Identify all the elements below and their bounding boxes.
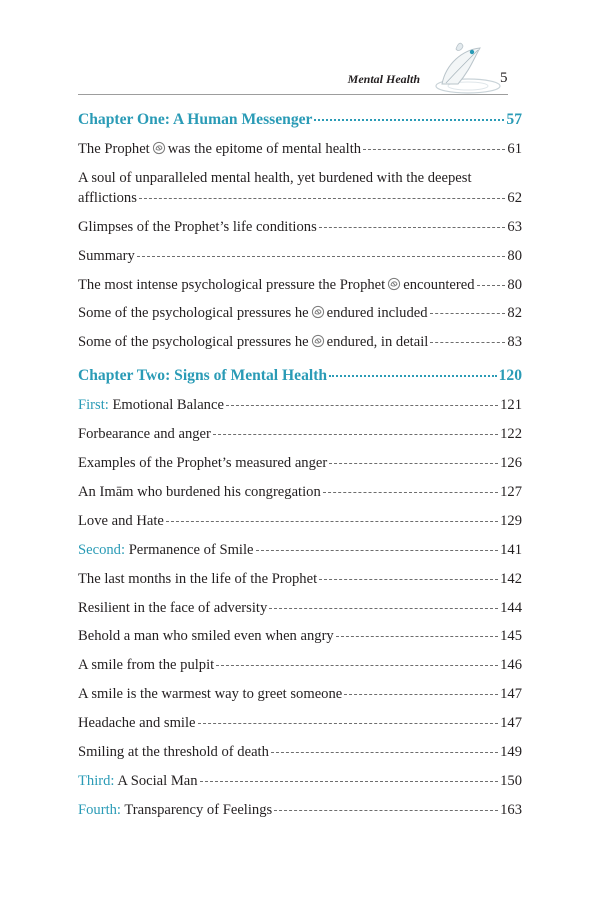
entry-title-text: Love and Hate — [78, 512, 164, 529]
entry-title — [78, 569, 317, 589]
entry-title-text: Emotional Balance — [112, 397, 224, 414]
entry-title-text: An Imām who burdened his congregation — [78, 484, 321, 501]
entry-ordinal: Third: — [78, 772, 115, 789]
entry-ordinal: Second: — [78, 541, 126, 558]
entry-title — [78, 598, 267, 618]
entry-page-number: 150 — [500, 772, 522, 789]
entry-page-number: 145 — [500, 628, 522, 645]
entry-title-text: was the epitome of mental health — [167, 141, 362, 157]
entry-page-number: 80 — [507, 276, 522, 293]
entry-title-text: Behold a man who smiled even when angry — [78, 628, 334, 645]
salutation-glyph-icon — [311, 334, 325, 348]
entry-title-text: A smile from the pulpit — [78, 657, 215, 674]
dot-leader — [430, 342, 505, 343]
entry-ordinal: Fourth: — [78, 801, 121, 818]
entry-title-text: Smiling at the threshold of death — [78, 744, 269, 761]
running-title: Mental Health — [347, 72, 420, 86]
entry-title-text: The Prophet — [78, 141, 150, 157]
page-header — [0, 0, 596, 110]
entry-page-number: 121 — [500, 397, 522, 414]
dot-leader — [256, 550, 499, 551]
entry-title — [78, 626, 334, 646]
entry-title-continuation — [78, 188, 522, 208]
entry-title-line: afflictions — [78, 189, 137, 206]
chapter-heading[interactable] — [78, 366, 522, 386]
entry-title-text: Forbearance and anger — [78, 426, 211, 443]
toc-section — [78, 110, 522, 352]
entry-title-text: The last months in the life of the Prophet — [78, 570, 318, 587]
toc-entry[interactable] — [78, 684, 522, 704]
feather-droplet-ornament-icon — [428, 40, 504, 98]
toc-entry[interactable] — [78, 713, 522, 733]
toc-entry[interactable] — [78, 771, 522, 791]
salutation-glyph-icon — [387, 277, 401, 291]
entry-title-text: Glimpses of the Prophet’s life conditions — [78, 218, 317, 235]
entry-ordinal: First: — [78, 397, 109, 414]
entry-title — [78, 139, 361, 159]
dot-leader — [319, 579, 498, 580]
entry-title-text: Resilient in the face of adversity — [78, 599, 268, 616]
toc-entry[interactable] — [78, 168, 522, 208]
entry-title-text: endured, in detail — [326, 334, 429, 351]
entry-title — [78, 771, 198, 791]
dot-leader — [213, 434, 498, 435]
entry-page-number: 142 — [500, 570, 522, 587]
chapter-title: Chapter Two: Signs of Mental Health — [78, 367, 328, 385]
entry-title-text: The most intense psychological pressure the Prophet — [78, 276, 386, 293]
entry-title — [78, 540, 254, 560]
dot-leader — [166, 521, 498, 522]
toc-entry[interactable] — [78, 332, 522, 352]
dot-leader — [477, 285, 506, 286]
dot-leader — [274, 810, 498, 811]
entry-title — [78, 217, 317, 237]
dot-leader — [336, 636, 498, 637]
entry-title — [78, 655, 214, 675]
toc-entry[interactable] — [78, 482, 522, 502]
chapter-heading[interactable] — [78, 110, 522, 130]
entry-title-text: encountered — [403, 276, 475, 293]
entry-title — [78, 453, 327, 473]
entry-page-number: 83 — [507, 334, 522, 351]
entry-page-number: 147 — [500, 715, 522, 732]
toc-entry[interactable] — [78, 598, 522, 618]
dot-leader — [344, 694, 498, 695]
entry-title-text: Transparency of Feelings — [124, 801, 273, 818]
entry-page-number: 126 — [500, 455, 522, 472]
entry-page-number: 61 — [507, 141, 522, 157]
entry-title-text: Permanence of Smile — [128, 541, 254, 558]
toc-entry[interactable] — [78, 424, 522, 444]
dot-leader — [226, 405, 498, 406]
dot-leader — [139, 198, 506, 199]
entry-title — [78, 800, 272, 820]
dot-leader — [323, 492, 498, 493]
entry-page-number: 63 — [507, 218, 522, 235]
toc-entry[interactable] — [78, 540, 522, 560]
entry-page-number: 62 — [507, 189, 522, 206]
entry-title-text: endured included — [326, 305, 428, 322]
toc-entry[interactable] — [78, 569, 522, 589]
entry-page-number: 82 — [507, 305, 522, 322]
entry-title-line: A soul of unparalleled mental health, yet burdened with the deepest — [78, 169, 472, 186]
toc-entry[interactable] — [78, 800, 522, 820]
dot-leader — [200, 781, 499, 782]
entry-page-number: 129 — [500, 512, 522, 529]
dot-leader — [137, 256, 506, 257]
entry-title — [78, 742, 269, 762]
entry-page-number: 141 — [500, 541, 522, 558]
entry-title — [78, 332, 428, 352]
chapter-page-number: 120 — [498, 367, 522, 385]
entry-page-number: 80 — [507, 247, 522, 264]
toc-entry[interactable] — [78, 511, 522, 531]
chapter-title: Chapter One: A Human Messenger — [78, 111, 313, 128]
salutation-glyph-icon — [152, 141, 166, 155]
entry-title-text: Summary — [78, 247, 135, 264]
toc-entry[interactable] — [78, 275, 522, 295]
entry-page-number: 146 — [500, 657, 522, 674]
entry-title-text: Some of the psychological pressures he — [78, 334, 309, 351]
toc-entry[interactable] — [78, 139, 522, 159]
dot-leader — [329, 375, 497, 377]
entry-title-text: A smile is the warmest way to greet someone — [78, 686, 343, 703]
dot-leader — [363, 149, 505, 150]
toc-entry[interactable] — [78, 655, 522, 675]
toc-entry[interactable] — [78, 453, 522, 473]
table-of-contents — [78, 110, 522, 829]
dot-leader — [329, 463, 498, 464]
entry-title-text: A Social Man — [117, 772, 198, 789]
dot-leader — [319, 227, 506, 228]
toc-entry[interactable] — [78, 742, 522, 762]
dot-leader — [216, 665, 498, 666]
toc-entry[interactable] — [78, 395, 522, 415]
dot-leader — [198, 723, 499, 724]
toc-entry[interactable] — [78, 303, 522, 323]
header-rule — [78, 94, 508, 95]
entry-title — [78, 275, 475, 295]
dot-leader — [314, 119, 504, 121]
entry-page-number: 127 — [500, 484, 522, 501]
entry-title — [78, 395, 224, 415]
entry-title-text: Examples of the Prophet’s measured anger — [78, 455, 328, 472]
entry-title-text: Headache and smile — [78, 715, 196, 732]
salutation-glyph-icon — [311, 305, 325, 319]
entry-title — [78, 684, 342, 704]
entry-title — [78, 713, 196, 733]
entry-page-number: 147 — [500, 686, 522, 703]
toc-section — [78, 366, 522, 819]
entry-title — [78, 482, 321, 502]
entry-page-number: 163 — [500, 801, 522, 818]
entry-title — [78, 511, 164, 531]
toc-entry[interactable] — [78, 217, 522, 237]
toc-entry[interactable] — [78, 626, 522, 646]
chapter-page-number: 57 — [506, 111, 522, 128]
entry-page-number: 122 — [500, 426, 522, 443]
dot-leader — [269, 608, 498, 609]
entry-title — [78, 424, 211, 444]
entry-page-number: 149 — [500, 744, 522, 761]
page-number: 5 — [500, 70, 508, 86]
entry-title — [78, 303, 428, 323]
entry-page-number: 144 — [500, 599, 522, 616]
dot-leader — [430, 313, 506, 314]
toc-entry[interactable] — [78, 246, 522, 266]
entry-title-text: Some of the psychological pressures he — [78, 305, 309, 322]
entry-title — [78, 246, 135, 266]
dot-leader — [271, 752, 498, 753]
